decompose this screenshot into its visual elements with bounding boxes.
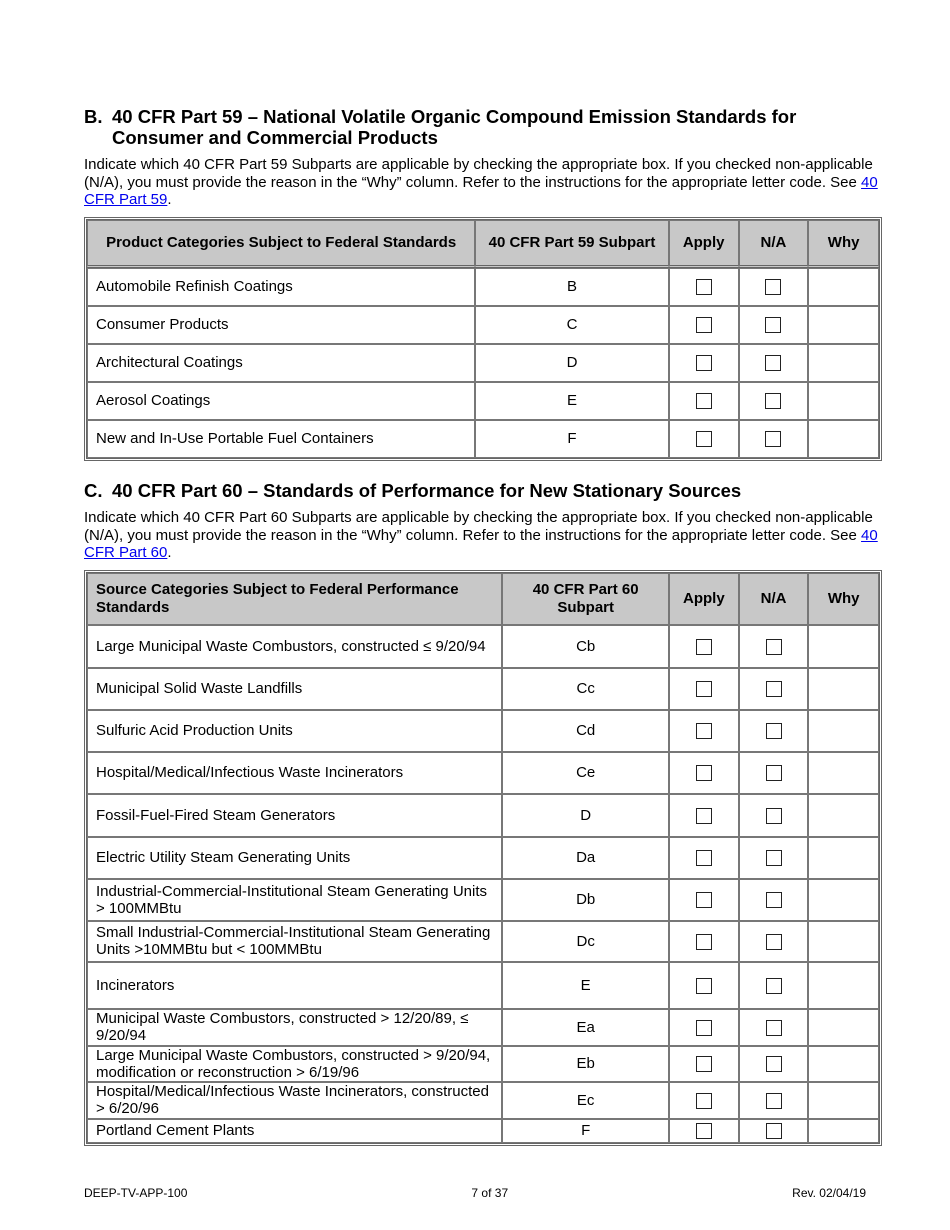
apply-checkbox[interactable] xyxy=(696,681,712,697)
na-cell xyxy=(739,420,809,458)
na-checkbox[interactable] xyxy=(766,892,782,908)
header-category: Source Categories Subject to Federal Performance Standards xyxy=(87,573,502,625)
table-row xyxy=(87,921,879,962)
na-cell xyxy=(739,752,809,794)
page-number: 7 of 37 xyxy=(471,1186,509,1200)
apply-cell xyxy=(669,668,739,710)
apply-cell xyxy=(669,837,739,879)
part-59-table-body xyxy=(87,268,879,458)
revision-date: Rev. 02/04/19 xyxy=(792,1186,866,1200)
row-subpart: B xyxy=(475,268,668,306)
apply-cell xyxy=(669,625,739,668)
na-checkbox[interactable] xyxy=(766,723,782,739)
section-c-letter: C. xyxy=(84,480,103,501)
na-checkbox[interactable] xyxy=(766,808,782,824)
row-category: Sulfuric Acid Production Units xyxy=(87,710,502,752)
na-cell xyxy=(739,1046,809,1082)
section-c-intro: Indicate which 40 CFR Part 60 Subparts are applicable by checking the appropriate box. If you checked non-applicable (N/A), you must provide the reason in the “Why” column. Refer to the instructions for the appropriate letter code. See 40 CFR Part 60. xyxy=(84,509,878,561)
na-cell xyxy=(739,794,809,837)
apply-cell xyxy=(669,382,739,420)
section-b-intro: Indicate which 40 CFR Part 59 Subparts are applicable by checking the appropriate box. If you checked non-applicable (N/A), you must provide the reason in the “Why” column. Refer to the instructions for the appropriate letter code. See 40 CFR Part 59. xyxy=(84,156,878,208)
na-cell xyxy=(739,879,809,921)
apply-checkbox[interactable] xyxy=(696,639,712,655)
na-checkbox[interactable] xyxy=(766,1056,782,1072)
why-cell[interactable] xyxy=(808,382,879,420)
apply-checkbox[interactable] xyxy=(696,765,712,781)
row-category: Consumer Products xyxy=(87,306,475,344)
na-checkbox[interactable] xyxy=(765,393,781,409)
apply-checkbox[interactable] xyxy=(696,808,712,824)
why-cell[interactable] xyxy=(808,625,879,668)
why-cell[interactable] xyxy=(808,306,879,344)
table-row xyxy=(87,962,879,1009)
section-c-intro-text: Indicate which 40 CFR Part 60 Subparts are applicable by checking the appropriate box. If you checked non-applicable (N/A), you must provide the reason in the “Why” column. Refer to the instructions for the appropriate letter code. See xyxy=(84,509,873,544)
apply-cell xyxy=(669,306,739,344)
row-subpart: Db xyxy=(502,879,669,921)
table-row xyxy=(87,837,879,879)
why-cell[interactable] xyxy=(808,752,879,794)
section-c xyxy=(84,480,882,1146)
table-row xyxy=(87,710,879,752)
table-row xyxy=(87,1119,879,1143)
na-checkbox[interactable] xyxy=(766,1020,782,1036)
section-c-heading xyxy=(84,480,882,501)
table-row xyxy=(87,879,879,921)
header-apply: Apply xyxy=(669,220,739,268)
na-cell xyxy=(739,306,809,344)
apply-checkbox[interactable] xyxy=(696,1020,712,1036)
header-na: N/A xyxy=(739,220,809,268)
row-subpart: Ce xyxy=(502,752,669,794)
na-cell xyxy=(739,921,809,962)
apply-checkbox[interactable] xyxy=(696,1093,712,1109)
row-category: Electric Utility Steam Generating Units xyxy=(87,837,502,879)
section-b-letter: B. xyxy=(84,106,103,127)
row-category: Automobile Refinish Coatings xyxy=(87,268,475,306)
na-checkbox[interactable] xyxy=(766,1093,782,1109)
apply-checkbox[interactable] xyxy=(696,978,712,994)
row-category: Small Industrial-Commercial-Institutional Steam Generating Units >10MMBtu but < 100MMBtu xyxy=(87,921,502,962)
row-subpart: F xyxy=(502,1119,669,1143)
na-cell xyxy=(739,382,809,420)
table-header-row xyxy=(87,573,879,625)
why-cell[interactable] xyxy=(808,837,879,879)
na-cell xyxy=(739,837,809,879)
apply-checkbox[interactable] xyxy=(696,892,712,908)
row-subpart: Cc xyxy=(502,668,669,710)
row-subpart: Cb xyxy=(502,625,669,668)
apply-cell xyxy=(669,344,739,382)
page-footer xyxy=(84,1186,866,1200)
part-59-link[interactable]: 40 CFR Part 59 xyxy=(84,173,878,208)
apply-checkbox[interactable] xyxy=(696,279,712,295)
header-na: N/A xyxy=(739,573,809,625)
table-row xyxy=(87,420,879,458)
table-row xyxy=(87,1082,879,1119)
row-subpart: Ea xyxy=(502,1009,669,1046)
why-cell[interactable] xyxy=(808,794,879,837)
na-cell xyxy=(739,1119,809,1143)
apply-checkbox[interactable] xyxy=(696,393,712,409)
row-subpart: E xyxy=(475,382,668,420)
table-row xyxy=(87,752,879,794)
row-category: Large Municipal Waste Combustors, constructed > 9/20/94, modification or reconstruction > 6/19/96 xyxy=(87,1046,502,1082)
apply-checkbox[interactable] xyxy=(696,1123,712,1139)
table-row xyxy=(87,668,879,710)
part-60-table-body xyxy=(87,625,879,1143)
na-checkbox[interactable] xyxy=(766,978,782,994)
section-c-title: 40 CFR Part 60 – Standards of Performance for New Stationary Sources xyxy=(112,480,742,501)
row-category: Aerosol Coatings xyxy=(87,382,475,420)
row-subpart: C xyxy=(475,306,668,344)
na-checkbox[interactable] xyxy=(766,1123,782,1139)
na-checkbox[interactable] xyxy=(766,850,782,866)
row-category: Municipal Solid Waste Landfills xyxy=(87,668,502,710)
apply-cell xyxy=(669,962,739,1009)
why-cell[interactable] xyxy=(808,962,879,1009)
row-category: Hospital/Medical/Infectious Waste Incinerators xyxy=(87,752,502,794)
header-why: Why xyxy=(808,220,879,268)
apply-checkbox[interactable] xyxy=(696,355,712,371)
why-cell[interactable] xyxy=(808,344,879,382)
row-subpart: F xyxy=(475,420,668,458)
apply-cell xyxy=(669,420,739,458)
table-row xyxy=(87,1009,879,1046)
na-checkbox[interactable] xyxy=(766,934,782,950)
na-checkbox[interactable] xyxy=(766,765,782,781)
na-cell xyxy=(739,268,809,306)
na-cell xyxy=(739,1082,809,1119)
row-category: Municipal Waste Combustors, constructed > 12/20/89, ≤ 9/20/94 xyxy=(87,1009,502,1046)
table-header-row xyxy=(87,220,879,268)
row-subpart: Eb xyxy=(502,1046,669,1082)
table-row xyxy=(87,1046,879,1082)
apply-cell xyxy=(669,710,739,752)
header-subpart: 40 CFR Part 60 Subpart xyxy=(502,573,669,625)
row-category: Large Municipal Waste Combustors, constructed ≤ 9/20/94 xyxy=(87,625,502,668)
apply-cell xyxy=(669,879,739,921)
apply-cell xyxy=(669,794,739,837)
apply-checkbox[interactable] xyxy=(696,723,712,739)
header-why: Why xyxy=(808,573,879,625)
apply-cell xyxy=(669,1119,739,1143)
part-60-table xyxy=(84,570,882,1146)
na-checkbox[interactable] xyxy=(765,431,781,447)
why-cell[interactable] xyxy=(808,668,879,710)
why-cell[interactable] xyxy=(808,1082,879,1119)
apply-cell xyxy=(669,921,739,962)
na-cell xyxy=(739,1009,809,1046)
na-checkbox[interactable] xyxy=(766,681,782,697)
apply-checkbox[interactable] xyxy=(696,317,712,333)
row-category: New and In-Use Portable Fuel Containers xyxy=(87,420,475,458)
apply-cell xyxy=(669,1046,739,1082)
row-subpart: Dc xyxy=(502,921,669,962)
why-cell[interactable] xyxy=(808,268,879,306)
section-b-intro-text: Indicate which 40 CFR Part 59 Subparts are applicable by checking the appropriate box. If you checked non-applicable (N/A), you must provide the reason in the “Why” column. Refer to the instructions for the appropriate letter code. See xyxy=(84,156,873,191)
header-category: Product Categories Subject to Federal Standards xyxy=(87,220,475,268)
apply-cell xyxy=(669,1082,739,1119)
row-subpart: D xyxy=(502,794,669,837)
why-cell[interactable] xyxy=(808,1119,879,1143)
apply-checkbox[interactable] xyxy=(696,431,712,447)
row-category: Industrial-Commercial-Institutional Steam Generating Units > 100MMBtu xyxy=(87,879,502,921)
row-subpart: Ec xyxy=(502,1082,669,1119)
header-subpart: 40 CFR Part 59 Subpart xyxy=(475,220,668,268)
apply-checkbox[interactable] xyxy=(696,934,712,950)
section-b-heading xyxy=(84,106,882,148)
table-row xyxy=(87,268,879,306)
why-cell[interactable] xyxy=(808,710,879,752)
na-cell xyxy=(739,710,809,752)
apply-checkbox[interactable] xyxy=(696,1056,712,1072)
na-cell xyxy=(739,962,809,1009)
part-59-table xyxy=(84,217,882,461)
row-subpart: E xyxy=(502,962,669,1009)
why-cell[interactable] xyxy=(808,420,879,458)
why-cell[interactable] xyxy=(808,1009,879,1046)
table-row xyxy=(87,306,879,344)
row-subpart: Da xyxy=(502,837,669,879)
na-cell xyxy=(739,625,809,668)
table-row xyxy=(87,382,879,420)
na-checkbox[interactable] xyxy=(766,639,782,655)
row-subpart: Cd xyxy=(502,710,669,752)
na-checkbox[interactable] xyxy=(765,279,781,295)
why-cell[interactable] xyxy=(808,1046,879,1082)
apply-checkbox[interactable] xyxy=(696,850,712,866)
table-row xyxy=(87,344,879,382)
row-category: Fossil-Fuel-Fired Steam Generators xyxy=(87,794,502,837)
na-checkbox[interactable] xyxy=(765,355,781,371)
row-category: Hospital/Medical/Infectious Waste Incinerators, constructed > 6/20/96 xyxy=(87,1082,502,1119)
section-b xyxy=(84,106,882,461)
apply-cell xyxy=(669,752,739,794)
row-category: Architectural Coatings xyxy=(87,344,475,382)
na-cell xyxy=(739,668,809,710)
row-category: Portland Cement Plants xyxy=(87,1119,502,1143)
part-60-link[interactable]: 40 CFR Part 60 xyxy=(84,526,878,561)
row-category: Incinerators xyxy=(87,962,502,1009)
row-subpart: D xyxy=(475,344,668,382)
apply-cell xyxy=(669,1009,739,1046)
form-id: DEEP-TV-APP-100 xyxy=(84,1186,188,1200)
table-row xyxy=(87,794,879,837)
header-apply: Apply xyxy=(669,573,739,625)
table-row xyxy=(87,625,879,668)
why-cell[interactable] xyxy=(808,921,879,962)
section-b-title: 40 CFR Part 59 – National Volatile Organic Compound Emission Standards for Consumer and Commercial Products xyxy=(112,106,797,148)
na-checkbox[interactable] xyxy=(765,317,781,333)
why-cell[interactable] xyxy=(808,879,879,921)
apply-cell xyxy=(669,268,739,306)
na-cell xyxy=(739,344,809,382)
